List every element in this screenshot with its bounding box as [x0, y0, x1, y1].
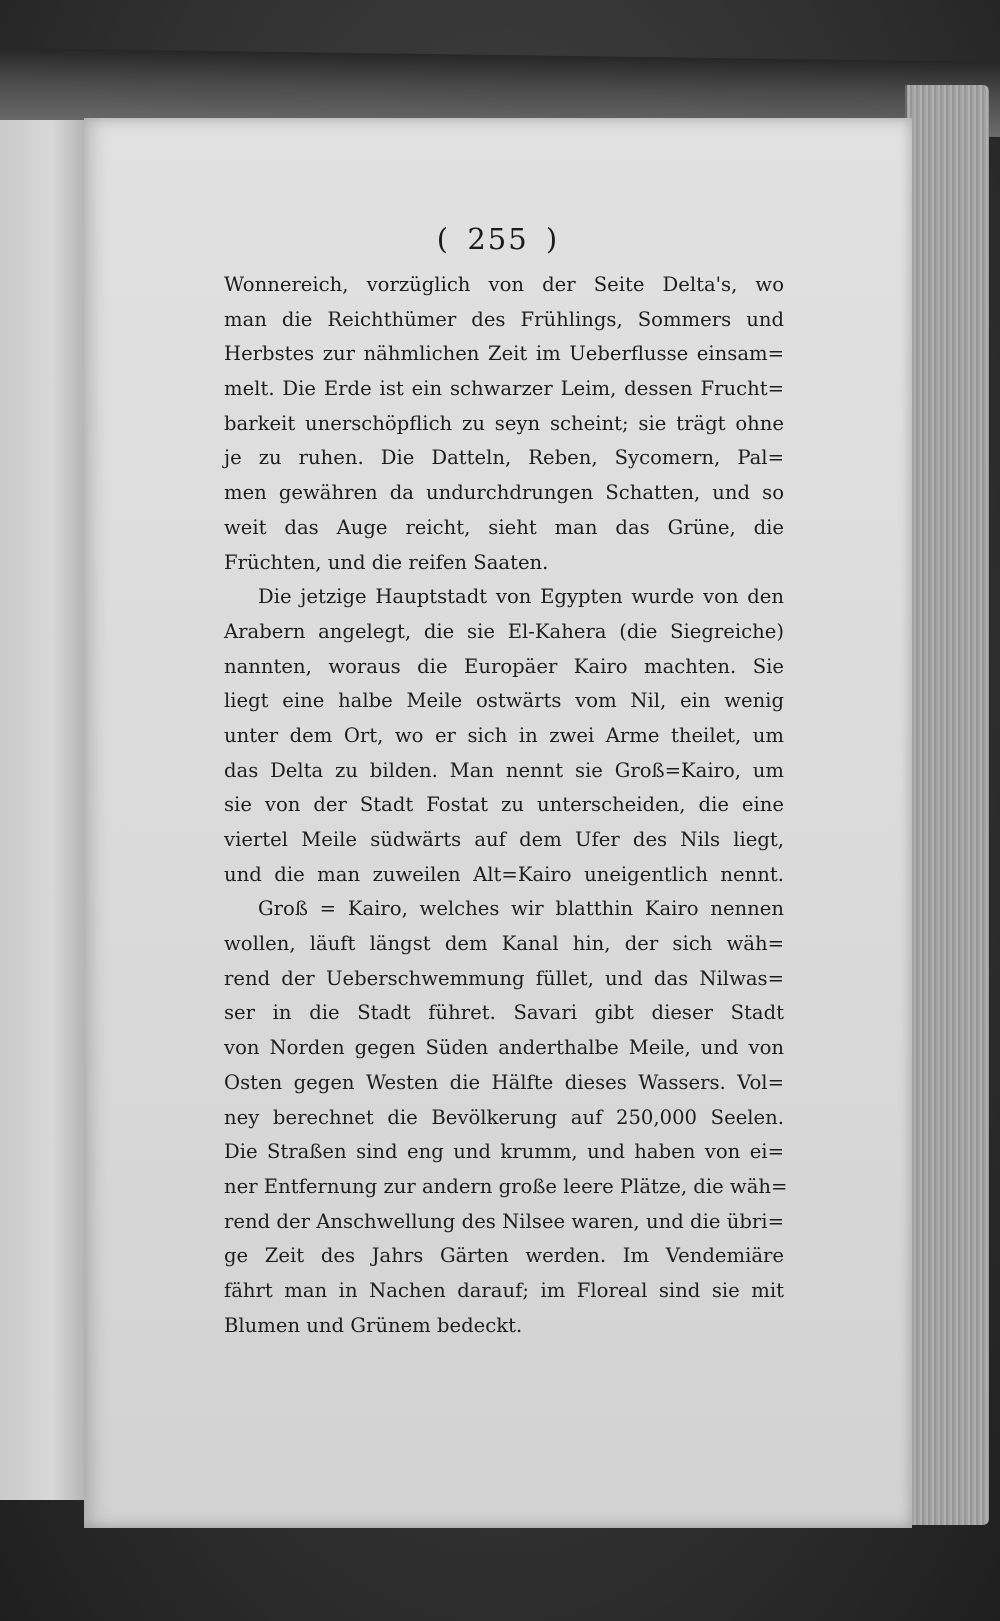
text-line: rend der Ueberschwemmung füllet, und das Nilwas=: [224, 966, 784, 990]
text-line: Wonnereich, vorzüglich von der Seite Delta's, wo: [224, 273, 784, 296]
text-line: sie von der Stadt Fostat zu unterscheiden, die eine: [224, 793, 784, 817]
text-line: rend der Anschwellung des Nilsee waren, und die übri=: [224, 1209, 784, 1233]
text-line: Blumen und Grünem bedeckt.: [224, 1313, 523, 1337]
text-line: Groß = Kairo, welches wir blatthin Kairo nennen: [258, 897, 784, 921]
text-line: ney berechnet die Bevölkerung auf 250,000 Seelen.: [224, 1105, 784, 1129]
text-line: Osten gegen Westen die Hälfte dieses Wassers. Vol=: [224, 1070, 784, 1094]
text-line: nannten, woraus die Europäer Kairo machten. Sie: [224, 654, 784, 678]
text-line: barkeit unerschöpflich zu seyn scheint; sie trägt ohne: [224, 411, 784, 435]
page-edges: [905, 85, 989, 1525]
text-line: melt. Die Erde ist ein schwarzer Leim, dessen Frucht=: [224, 377, 784, 401]
book-page: [84, 118, 912, 1528]
text-line: ge Zeit des Jahrs Gärten werden. Im Vendemiäre: [224, 1244, 784, 1268]
page-number: 255: [467, 222, 529, 256]
facing-page: [0, 120, 89, 1500]
text-line: viertel Meile südwärts auf dem Ufer des Nils liegt,: [224, 828, 784, 851]
text-line: Arabern angelegt, die sie El-Kahera (die Siegreiche): [224, 619, 784, 643]
text-line: ser in die Stadt führet. Savari gibt dieser Stadt: [224, 1001, 784, 1025]
text-line: Früchten, und die reifen Saaten.: [224, 550, 549, 574]
text-line: wollen, läuft längst dem Kanal hin, der sich wäh=: [224, 932, 784, 956]
text-line: weit das Auge reicht, sieht man das Grüne, die: [224, 515, 784, 539]
close-paren: ): [545, 222, 560, 256]
text-line: je zu ruhen. Die Datteln, Reben, Sycomern, Pal=: [224, 446, 784, 470]
open-paren: (: [436, 222, 451, 256]
text-line: Die Straßen sind eng und krumm, und haben von ei=: [224, 1140, 784, 1164]
text-line: liegt eine halbe Meile ostwärts vom Nil, ein wenig: [224, 689, 784, 713]
text-line: Die jetzige Hauptstadt von Egypten wurde von den: [258, 585, 784, 609]
text-line: und die man zuweilen Alt=Kairo uneigentlich nennt.: [224, 862, 784, 886]
text-line: das Delta zu bilden. Man nennt sie Groß=Kairo, um: [224, 758, 784, 782]
text-line: man die Reichthümer des Frühlings, Sommers und: [224, 307, 784, 331]
text-line: unter dem Ort, wo er sich in zwei Arme theilet, um: [224, 723, 784, 747]
text-line: fährt man in Nachen darauf; im Floreal sind sie mit: [224, 1278, 784, 1302]
text-line: Herbstes zur nähmlichen Zeit im Ueberflusse einsam=: [224, 342, 784, 366]
page-number-header: [84, 222, 912, 256]
text-line: ner Entfernung zur andern große leere Plätze, die wäh=: [224, 1174, 788, 1198]
body-text: [224, 268, 788, 1343]
text-line: von Norden gegen Süden anderthalbe Meile, und von: [224, 1036, 784, 1060]
text-line: men gewähren da undurchdrungen Schatten, und so: [224, 481, 784, 505]
